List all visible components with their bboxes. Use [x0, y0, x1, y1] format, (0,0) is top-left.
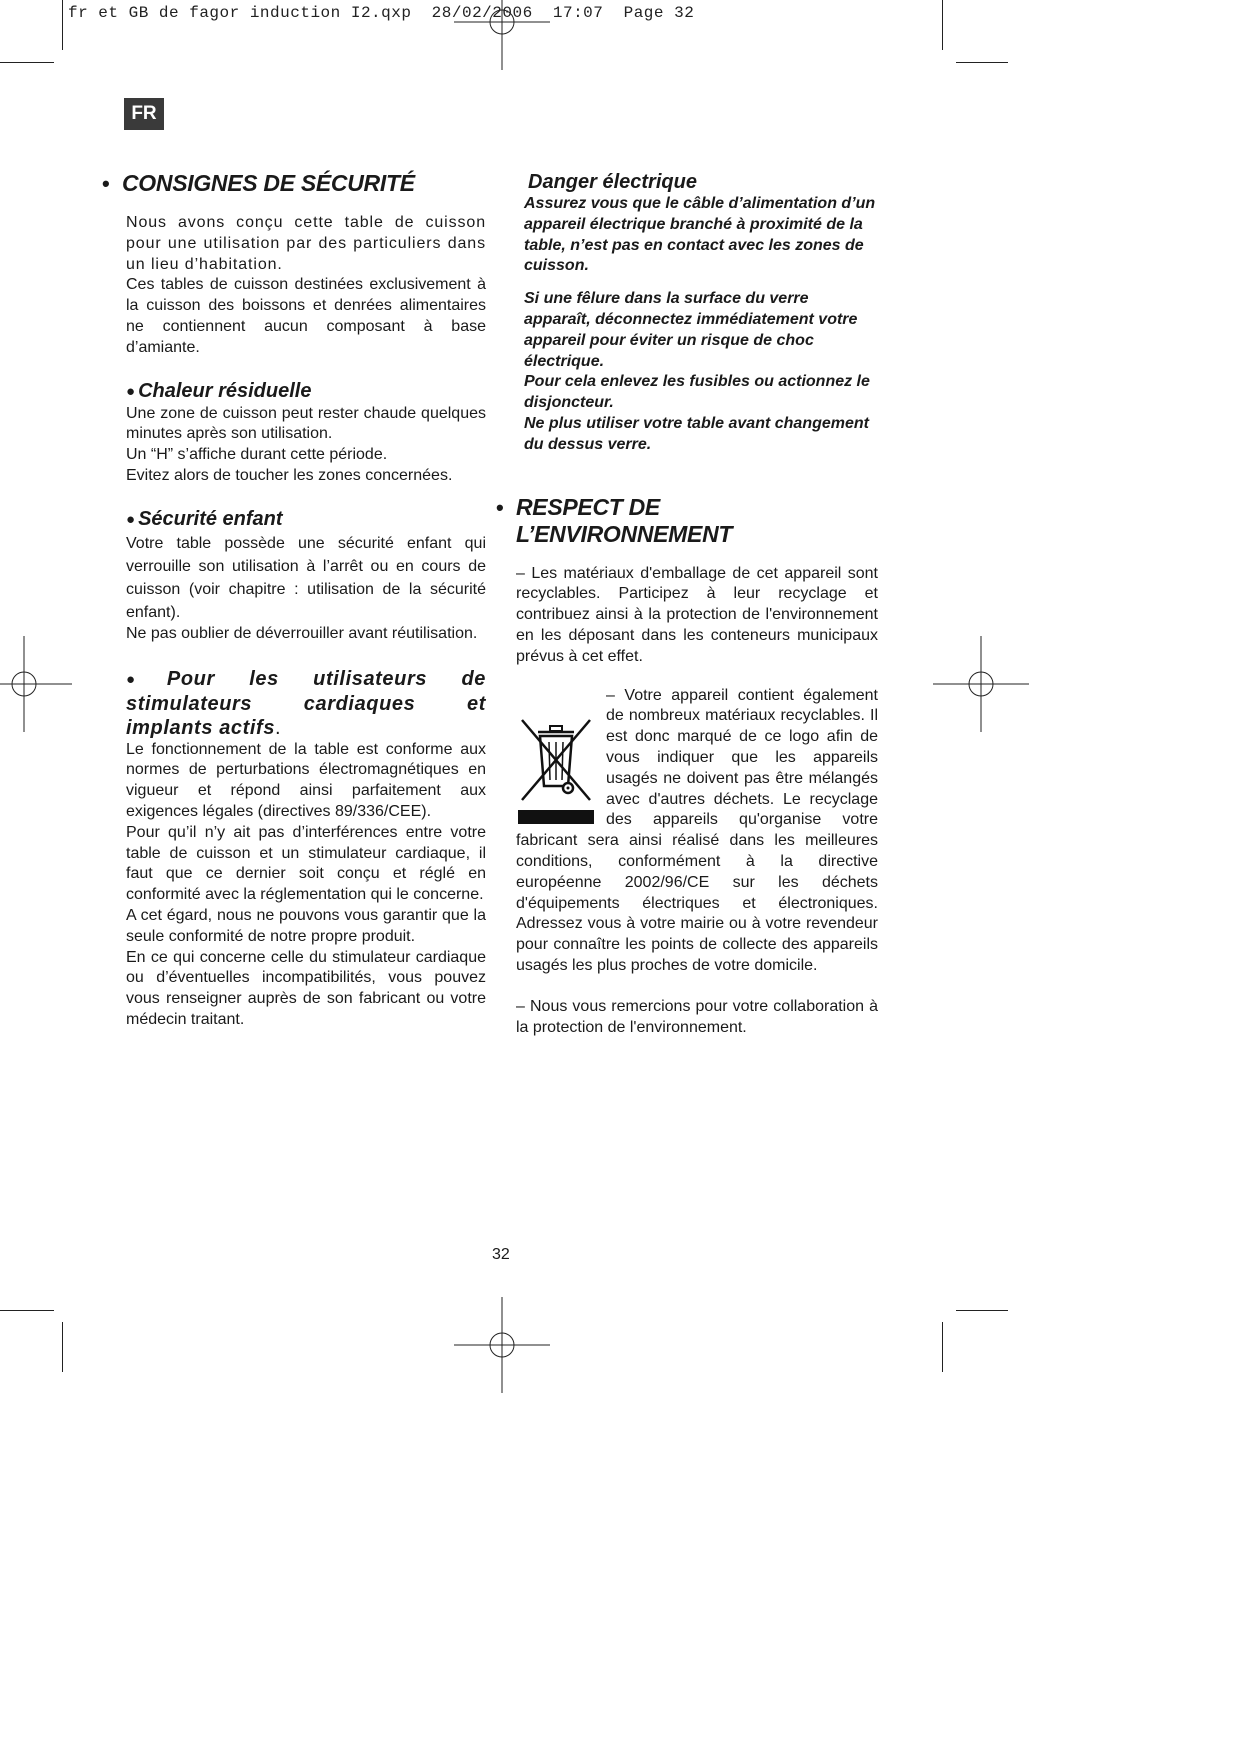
child-safety-line: Ne pas oublier de déverrouiller avant réutilisation.: [126, 624, 478, 642]
residual-heat-body: [126, 404, 486, 487]
electric-danger-heading: Danger électrique: [528, 171, 697, 193]
environment-thanks: – Nous vous remercions pour votre collaboration à la protection de l'environnement.: [516, 997, 878, 1036]
pacemaker-body: [126, 740, 486, 1031]
residual-heat-line: Evitez alors de toucher les zones concernées.: [126, 466, 453, 484]
crop-mark: [62, 1322, 63, 1372]
safety-title-text: CONSIGNES DE SÉCURITÉ: [122, 170, 415, 196]
left-column: [102, 170, 486, 1031]
pacemaker-line: Le fonctionnement de la table est conforme aux normes de perturbations électromagnétiques en vigueur et répond ainsi parfaitement aux exigences légales (directives 89/336/CEE).: [126, 740, 486, 820]
glass-warning-line: Si une fêlure dans la surface du verre apparaît, déconnectez immédiatement votre appareil pour éviter un risque de choc électrique.: [524, 290, 858, 370]
bullet-icon: ●: [126, 382, 136, 400]
bullet-icon: •: [496, 494, 504, 520]
electric-glass-warning: [516, 289, 878, 455]
crop-mark: [62, 0, 63, 50]
weee-section: [516, 686, 878, 977]
pacemaker-line: En ce qui concerne celle du stimulateur cardiaque ou d’éventuelles incompatibilités, vous pouvez vous renseigner auprès de son fabricant ou votre médecin traitant.: [126, 948, 486, 1028]
residual-heat-heading: ● Chaleur résiduelle: [126, 379, 312, 402]
pacemaker-line: A cet égard, nous ne pouvons vous garantir que la seule conformité de notre propre produit.: [126, 906, 486, 945]
crop-mark: [956, 62, 1008, 63]
crop-mark: [0, 62, 54, 63]
crop-mark: [942, 0, 943, 50]
page-number: 32: [492, 1246, 510, 1263]
glass-warning-line: Ne plus utiliser votre table avant changement du dessus verre.: [524, 414, 869, 453]
registration-mark-icon: [454, 1297, 550, 1393]
crop-mark: [942, 1322, 943, 1372]
print-slug: fr et GB de fagor induction I2.qxp 28/02/2006 17:07 Page 32: [68, 4, 695, 22]
child-safety-body: [126, 532, 486, 645]
child-safety-line: Votre table possède une sécurité enfant qui verrouille son utilisation à l’arrêt ou en cours de cuisson (voir chapitre : utilisation de la sécurité enfant).: [126, 534, 486, 621]
registration-mark-icon: [454, 0, 550, 70]
weee-crossed-bin-icon: [516, 704, 596, 824]
intro-paragraph: Ces tables de cuisson destinées exclusivement à la cuisson des boissons et denrées alimentaires ne contiennent aucun composant à base d’amiante.: [126, 276, 486, 356]
environment-title: [496, 493, 776, 548]
registration-mark-icon: [933, 636, 1029, 732]
bullet-icon: •: [102, 171, 110, 196]
pacemaker-line: Pour qu’il n’y ait pas d’interférences entre votre table de cuisson et un stimulateur cardiaque, il faut que ce dernier soit conçu et réglé en conformité avec la réglementation qui le concerne.: [126, 823, 486, 904]
right-column: [496, 170, 878, 1038]
pacemaker-heading: ● Pour les utilisateurs de stimulateurs cardiaques et implants actifs.: [126, 667, 486, 739]
environment-para: – Votre appareil contient également de nombreux matériaux recyclables. Il est donc marqué de ce logo afin de vous indiquer que les appareils usagés ne doivent pas être mélangés avec d'autres déchets. Le recyclage des appareils qu'organise votre fabricant sera ainsi réalisé dans les meilleures conditions, conformément à la directive européenne 2002/96/CE sur les déchets d'équipements électriques et électroniques. Adressez vous à votre mairie ou à votre revendeur pour connaître les points de collecte des appareils usagés les plus proches de votre domicile.: [516, 686, 878, 974]
crop-mark: [956, 1310, 1008, 1311]
environment-title-text: RESPECT DE L’ENVIRONNEMENT: [516, 493, 733, 547]
intro-paragraph: Nous avons conçu cette table de cuisson pour une utilisation par des particuliers dans un lieu d’habitation.: [126, 214, 486, 273]
residual-heat-line: Une zone de cuisson peut rester chaude quelques minutes après son utilisation.: [126, 404, 486, 443]
residual-heat-line: Un “H” s’affiche durant cette période.: [126, 446, 388, 464]
child-safety-heading: ● Sécurité enfant: [126, 507, 283, 530]
electric-danger-para: Assurez vous que le câble d’alimentation d’un appareil électrique branché à proximité de la table, n’est pas en contact avec les zones de cuisson.: [524, 195, 876, 275]
environment-para: – Les matériaux d'emballage de cet appareil sont recyclables. Participez à leur recyclage et contribuez ainsi à la protection de l'environnement en les déposant dans les conteneurs municipaux prévus à cet effet.: [516, 564, 878, 665]
crop-mark: [0, 1310, 54, 1311]
bullet-icon: ●: [126, 670, 164, 688]
registration-mark-icon: [0, 636, 72, 732]
bullet-icon: ●: [126, 510, 136, 528]
safety-title: [102, 170, 486, 197]
safety-intro: [126, 213, 486, 359]
language-badge: FR: [124, 98, 164, 130]
glass-warning-line: Pour cela enlevez les fusibles ou actionnez le disjoncteur.: [524, 373, 870, 412]
